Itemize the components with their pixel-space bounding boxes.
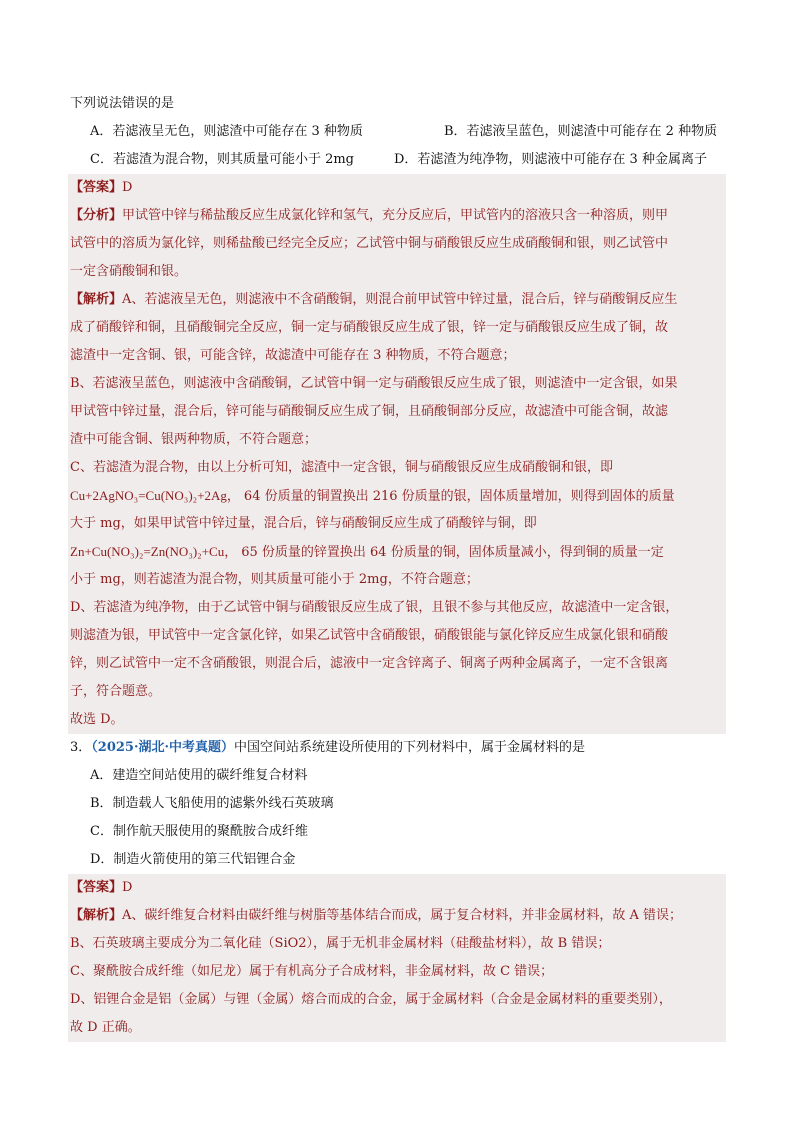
- q2-options-ab: [70, 118, 724, 146]
- analysis-tag: 【分析】: [70, 208, 123, 223]
- q3-explain-line-3: C、聚酰胺合成纤维（如尼龙）属于有机高分子合成材料，非金属材料，故 C 错误；: [70, 964, 554, 979]
- q2-explain-c-line-5: 小于 mg，则若滤渣为混合物，则其质量可能小于 2mg，不符合题意；: [70, 572, 479, 587]
- q2-explain-b-line-1: B、若滤液呈蓝色，则滤液中含硝酸铜，乙试管中铜一定与硝酸银反应生成了银，则滤渣中一定含银，如果: [70, 376, 678, 391]
- q2-analysis-line-3: 一定含硝酸铜和银。: [70, 264, 188, 279]
- q3-option-b: B．制造载人飞船使用的滤紫外线石英玻璃: [90, 796, 334, 811]
- explain-text: A、若滤液呈无色，则滤液中不含硝酸铜，则混合前甲试管中锌过量，混合后，锌与硝酸铜反应生: [122, 292, 678, 307]
- q2-answer: D: [122, 180, 133, 195]
- equation-cu-agno3: Cu+2AgNO₃=Cu(NO₃)₂+2Ag，: [70, 488, 240, 503]
- q2-explain-c-line-4: [70, 538, 724, 566]
- equation-zn-cuno3: Zn+Cu(NO₃)₂=Zn(NO₃)₂+Cu，: [70, 544, 238, 559]
- q2-stem-tail: 下列说法错误的是: [70, 96, 175, 111]
- q2-answer-line: [70, 174, 724, 202]
- q2-explain-c-line-2: [70, 482, 724, 510]
- q3-option-c: C．制作航天服使用的聚酰胺合成纤维: [90, 824, 308, 839]
- q2-explain-a-line-2: 成了硝酸锌和铜，且硝酸铜完全反应，铜一定与硝酸银反应生成了银，锌一定与硝酸银反应生成了铜，故: [70, 320, 669, 335]
- q3-explain-line-5: 故 D 正确。: [70, 1020, 141, 1035]
- q3-option-a: A．建造空间站使用的碳纤维复合材料: [90, 768, 308, 783]
- explain-text: A、碳纤维复合材料由碳纤维与树脂等基体结合而成，属于复合材料，并非金属材料，故 A 错误；: [122, 908, 683, 923]
- q3-answer-line: [70, 874, 724, 902]
- q3-explain-line-1: [70, 902, 724, 930]
- answer-tag: 【答案】: [70, 880, 123, 895]
- explain-text: 64 份质量的铜置换出 216 份质量的银，固体质量增加，则得到固体的质量: [243, 489, 675, 504]
- q2-explain-c-line-1: C、若滤渣为混合物，由以上分析可知，滤渣中一定含银，铜与硝酸银反应生成硝酸铜和银，即: [70, 460, 613, 475]
- q3-solution-block: [68, 874, 726, 1042]
- q3-answer: D: [122, 880, 133, 895]
- q2-solution-block: [68, 174, 726, 734]
- q2-option-c: C．若滤渣为混合物，则其质量可能小于 2mg: [90, 152, 354, 167]
- q2-explain-d-line-2: 则滤渣为银，甲试管中一定含氯化锌，如果乙试管中含硝酸银，硝酸银能与氯化锌反应生成氯化银和硝酸: [70, 628, 669, 643]
- explain-tag: 【解析】: [70, 292, 123, 307]
- q2-explain-d-line-4: 子，符合题意。: [70, 684, 162, 699]
- q3-source: （2025·湖北·中考真题）: [91, 740, 235, 755]
- explain-text: 65 份质量的锌置换出 64 份质量的铜，固体质量减小，得到铜的质量一定: [241, 545, 664, 560]
- q3-option-d: D．制造火箭使用的第三代铝锂合金: [90, 852, 296, 867]
- q2-explain-a-line-3: 滤渣中一定含铜、银，可能含锌，故滤渣中可能存在 3 种物质，不符合题意；: [70, 348, 516, 363]
- q2-explain-d-line-1: D、若滤渣为纯净物，由于乙试管中铜与硝酸银反应生成了银，且银不参与其他反应，故滤渣中一定含银，: [70, 600, 679, 615]
- q2-explain-a-line-1: [70, 286, 724, 314]
- q3-number: 3．: [70, 740, 92, 755]
- q3-stem: [70, 734, 724, 762]
- q2-explain-c-line-3: 大于 mg，如果甲试管中锌过量，混合后，锌与硝酸铜反应生成了硝酸锌与铜，即: [70, 516, 537, 531]
- q2-analysis-line-2: 试管中的溶质为氯化锌，则稀盐酸已经完全反应；乙试管中铜与硝酸银反应生成硝酸铜和银，则乙试管中: [70, 236, 669, 251]
- q2-options-cd: [70, 146, 724, 174]
- analysis-text: 甲试管中锌与稀盐酸反应生成氯化锌和氢气，充分反应后，甲试管内的溶液只含一种溶质，则甲: [122, 208, 669, 223]
- q2-explain-b-line-2: 甲试管中锌过量，混合后，锌可能与硝酸铜反应生成了铜，且硝酸铜部分反应，故滤渣中可能含铜，故滤: [70, 404, 669, 419]
- q2-explain-b-line-3: 渣中可能含铜、银两种物质，不符合题意；: [70, 432, 318, 447]
- q3-explain-line-2: B、石英玻璃主要成分为二氧化硅（SiO2），属于无机非金属材料（硅酸盐材料），故 B 错误；: [70, 936, 611, 951]
- answer-tag: 【答案】: [70, 180, 123, 195]
- q3-stem-text: 中国空间站系统建设所使用的下列材料中，属于金属材料的是: [234, 740, 586, 755]
- q2-option-b: B．若滤液呈蓝色，则滤渣中可能存在 2 种物质: [444, 124, 718, 139]
- q2-explain-d-line-3: 锌，则乙试管中一定不含硝酸银，则混合后，滤液中一定含锌离子、铜离子两种金属离子，一定不含银离: [70, 656, 669, 671]
- explain-tag: 【解析】: [70, 908, 123, 923]
- q3-explain-line-4: D、铝锂合金是铝（金属）与锂（金属）熔合而成的合金，属于金属材料（合金是金属材料的重要类别），: [70, 992, 672, 1007]
- q2-choose: 故选 D。: [70, 712, 124, 727]
- document-page: [70, 90, 724, 1042]
- q2-option-a: A．若滤液呈无色，则滤渣中可能存在 3 种物质: [90, 124, 363, 139]
- q2-option-d: D．若滤渣为纯净物，则滤液中可能存在 3 种金属离子: [394, 152, 707, 167]
- q2-analysis-line-1: [70, 202, 724, 230]
